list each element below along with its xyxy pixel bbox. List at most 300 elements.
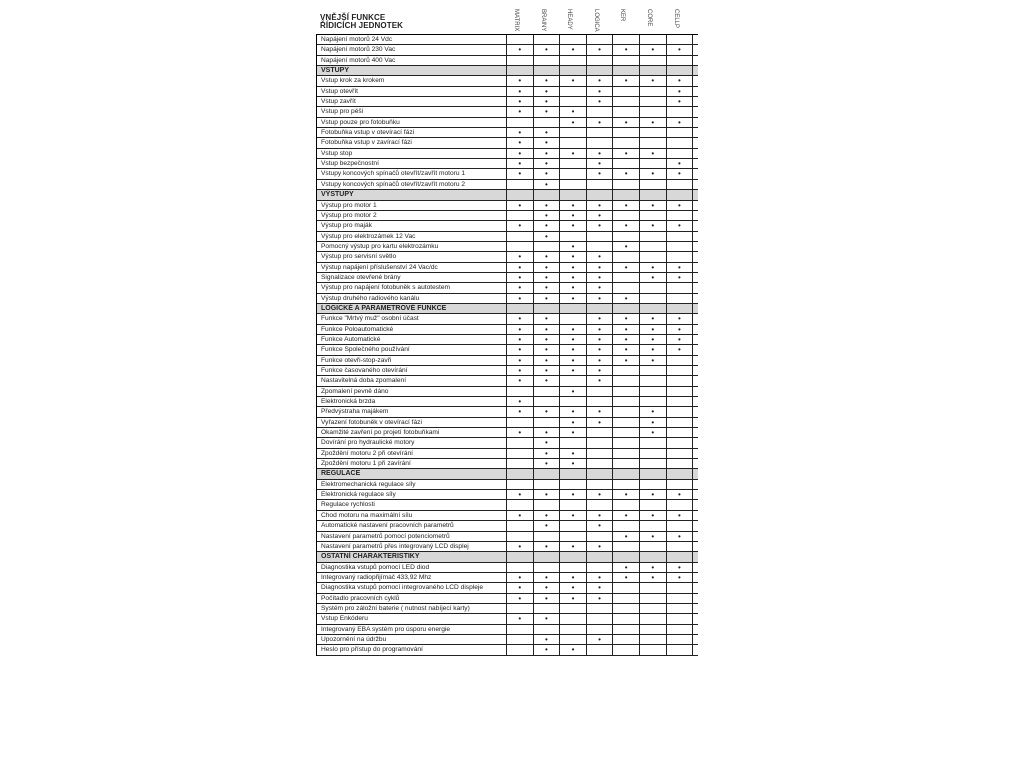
cell-brainy — [534, 500, 561, 509]
cell-logica — [587, 614, 614, 623]
cell-cellp — [667, 294, 694, 303]
cell-core — [640, 66, 667, 75]
check-dot-heady: • — [560, 325, 587, 334]
cell-core — [640, 449, 667, 458]
cell-logica — [587, 625, 614, 634]
feature-label: Okamžité zavření po projetí fotobuňkami — [317, 428, 507, 437]
check-dot-heady: • — [560, 149, 587, 158]
feature-label: Vyřazení fotobuněk v otevírací fázi — [317, 418, 507, 427]
table-row — [317, 35, 698, 45]
cell-heady — [560, 97, 587, 106]
cell-ker — [613, 56, 640, 65]
table-row — [317, 397, 698, 407]
check-dot-cellp: • — [667, 87, 694, 96]
check-dot-core: • — [640, 201, 667, 210]
check-dot-cellp: • — [667, 573, 694, 582]
check-dot-brainy: • — [534, 645, 561, 654]
cell-ker — [613, 397, 640, 406]
cell-core — [640, 366, 667, 375]
check-dot-heady: • — [560, 490, 587, 499]
cell-ker — [613, 542, 640, 551]
table-row — [317, 345, 698, 355]
check-dot-brainy: • — [534, 76, 561, 85]
cell-matrix — [507, 242, 534, 251]
check-dot-core: • — [640, 169, 667, 178]
section-header-row — [317, 552, 698, 562]
cell-core — [640, 614, 667, 623]
table-row — [317, 294, 698, 304]
cell-heady — [560, 128, 587, 137]
check-dot-logica: • — [587, 407, 614, 416]
check-dot-core: • — [640, 221, 667, 230]
cell-core — [640, 242, 667, 251]
check-dot-cellp: • — [667, 45, 694, 54]
cell-brainy — [534, 242, 561, 251]
table-row — [317, 242, 698, 252]
check-dot-ker: • — [613, 169, 640, 178]
cell-ker — [613, 35, 640, 44]
table-row — [317, 97, 698, 107]
check-dot-core: • — [640, 511, 667, 520]
cell-logica — [587, 480, 614, 489]
check-dot-heady: • — [560, 263, 587, 272]
cell-ker — [613, 645, 640, 654]
cell-core — [640, 87, 667, 96]
cell-brainy — [534, 563, 561, 572]
cell-logica — [587, 232, 614, 241]
check-dot-brainy: • — [534, 583, 561, 592]
cell-cellp — [667, 138, 694, 147]
cell-cellp — [667, 387, 694, 396]
column-header-core: CORE — [646, 9, 652, 27]
cell-cellp — [667, 190, 694, 199]
cell-brainy — [534, 469, 561, 478]
check-dot-heady: • — [560, 118, 587, 127]
cell-matrix — [507, 459, 534, 468]
check-dot-ker: • — [613, 76, 640, 85]
cell-core — [640, 459, 667, 468]
cell-heady — [560, 469, 587, 478]
table-row — [317, 625, 698, 635]
cell-brainy — [534, 552, 561, 561]
feature-label: Zpoždění motoru 1 při zavírání — [317, 459, 507, 468]
table-header — [316, 6, 698, 34]
check-dot-cellp: • — [667, 263, 694, 272]
cell-matrix — [507, 469, 534, 478]
cell-matrix — [507, 418, 534, 427]
check-dot-ker: • — [613, 335, 640, 344]
check-dot-matrix: • — [507, 356, 534, 365]
section-header-row — [317, 66, 698, 76]
cell-matrix — [507, 604, 534, 613]
cell-matrix — [507, 304, 534, 313]
feature-label: Elektromechanická regulace síly — [317, 480, 507, 489]
check-dot-matrix: • — [507, 45, 534, 54]
cell-ker — [613, 449, 640, 458]
cell-ker — [613, 190, 640, 199]
check-dot-brainy: • — [534, 263, 561, 272]
cell-cellp — [667, 500, 694, 509]
check-dot-brainy: • — [534, 325, 561, 334]
cell-brainy — [534, 66, 561, 75]
cell-ker — [613, 66, 640, 75]
cell-matrix — [507, 532, 534, 541]
cell-ker — [613, 552, 640, 561]
check-dot-heady: • — [560, 407, 587, 416]
cell-heady — [560, 169, 587, 178]
cell-matrix — [507, 438, 534, 447]
check-dot-logica: • — [587, 325, 614, 334]
cell-cellp — [667, 438, 694, 447]
feature-label: Zpomalení pevně dáno — [317, 387, 507, 396]
cell-brainy — [534, 418, 561, 427]
check-dot-matrix: • — [507, 542, 534, 551]
column-header-brainy: BRAINY — [539, 9, 546, 32]
cell-heady — [560, 532, 587, 541]
cell-heady — [560, 500, 587, 509]
table-row — [317, 376, 698, 386]
cell-cellp — [667, 449, 694, 458]
check-dot-matrix: • — [507, 252, 534, 261]
table-row — [317, 356, 698, 366]
cell-brainy — [534, 397, 561, 406]
table-row — [317, 449, 698, 459]
check-dot-matrix: • — [507, 107, 534, 116]
cell-ker — [613, 614, 640, 623]
cell-matrix — [507, 645, 534, 654]
cell-cellp — [667, 469, 694, 478]
cell-ker — [613, 459, 640, 468]
table-row — [317, 107, 698, 117]
check-dot-matrix: • — [507, 263, 534, 272]
cell-heady — [560, 480, 587, 489]
check-dot-brainy: • — [534, 573, 561, 582]
cell-matrix — [507, 635, 534, 644]
feature-label: Dovírání pro hydraulické motory — [317, 438, 507, 447]
section-header-row — [317, 469, 698, 479]
cell-matrix — [507, 35, 534, 44]
cell-logica — [587, 645, 614, 654]
check-dot-cellp: • — [667, 201, 694, 210]
feature-label: Napájení motorů 230 Vac — [317, 45, 507, 54]
check-dot-brainy: • — [534, 459, 561, 468]
cell-heady — [560, 66, 587, 75]
check-dot-logica: • — [587, 252, 614, 261]
check-dot-ker: • — [613, 263, 640, 272]
cell-ker — [613, 107, 640, 116]
cell-ker — [613, 304, 640, 313]
check-dot-matrix: • — [507, 97, 534, 106]
check-dot-heady: • — [560, 345, 587, 354]
check-dot-logica: • — [587, 76, 614, 85]
check-dot-matrix: • — [507, 138, 534, 147]
cell-ker — [613, 252, 640, 261]
cell-heady — [560, 604, 587, 613]
cell-cellp — [667, 356, 694, 365]
check-dot-logica: • — [587, 294, 614, 303]
cell-logica — [587, 66, 614, 75]
cell-cellp — [667, 242, 694, 251]
check-dot-cellp: • — [667, 511, 694, 520]
cell-ker — [613, 480, 640, 489]
cell-logica — [587, 190, 614, 199]
cell-ker — [613, 594, 640, 603]
cell-brainy — [534, 190, 561, 199]
section-title: LOGICKÉ A PARAMETROVÉ FUNKCE — [317, 304, 507, 313]
cell-logica — [587, 56, 614, 65]
cell-matrix — [507, 563, 534, 572]
feature-label: Funkce Automatické — [317, 335, 507, 344]
cell-cellp — [667, 149, 694, 158]
feature-label: Vstup Enkóderu — [317, 614, 507, 623]
check-dot-ker: • — [613, 221, 640, 230]
cell-core — [640, 138, 667, 147]
table-row — [317, 221, 698, 231]
title-line-2: ŘÍDICÍCH JEDNOTEK — [320, 21, 404, 30]
check-dot-logica: • — [587, 201, 614, 210]
table-row — [317, 201, 698, 211]
check-dot-brainy: • — [534, 180, 561, 189]
cell-ker — [613, 418, 640, 427]
check-dot-brainy: • — [534, 128, 561, 137]
cell-logica — [587, 459, 614, 468]
feature-label: Diagnostika vstupů pomocí integrovaného LCD displeje — [317, 583, 507, 592]
cell-core — [640, 645, 667, 654]
cell-ker — [613, 180, 640, 189]
cell-core — [640, 190, 667, 199]
feature-label: Elektronická brzda — [317, 397, 507, 406]
cell-logica — [587, 387, 614, 396]
check-dot-ker: • — [613, 511, 640, 520]
cell-ker — [613, 128, 640, 137]
cell-logica — [587, 500, 614, 509]
check-dot-matrix: • — [507, 366, 534, 375]
check-dot-brainy: • — [534, 149, 561, 158]
cell-heady — [560, 625, 587, 634]
cell-core — [640, 35, 667, 44]
check-dot-brainy: • — [534, 614, 561, 623]
check-dot-cellp: • — [667, 563, 694, 572]
cell-ker — [613, 407, 640, 416]
section-title: REGULACE — [317, 469, 507, 478]
cell-heady — [560, 190, 587, 199]
cell-ker — [613, 366, 640, 375]
check-dot-heady: • — [560, 387, 587, 396]
feature-label: Upozornění na údržbu — [317, 635, 507, 644]
check-dot-brainy: • — [534, 345, 561, 354]
feature-label: Vstup pro pěší — [317, 107, 507, 116]
check-dot-brainy: • — [534, 594, 561, 603]
cell-cellp — [667, 428, 694, 437]
table-row — [317, 438, 698, 448]
table-row — [317, 252, 698, 262]
check-dot-core: • — [640, 118, 667, 127]
check-dot-logica: • — [587, 583, 614, 592]
check-dot-logica: • — [587, 511, 614, 520]
cell-cellp — [667, 459, 694, 468]
cell-ker — [613, 469, 640, 478]
cell-brainy — [534, 35, 561, 44]
cell-matrix — [507, 56, 534, 65]
cell-ker — [613, 159, 640, 168]
check-dot-core: • — [640, 573, 667, 582]
cell-ker — [613, 273, 640, 282]
check-dot-brainy: • — [534, 159, 561, 168]
cell-cellp — [667, 252, 694, 261]
cell-matrix — [507, 625, 534, 634]
cell-ker — [613, 138, 640, 147]
table-row — [317, 45, 698, 55]
cell-core — [640, 500, 667, 509]
column-header-heady: HEADY — [566, 9, 573, 30]
check-dot-brainy: • — [534, 211, 561, 220]
cell-heady — [560, 314, 587, 323]
column-header-matrix: MATRIX — [513, 9, 519, 32]
cell-brainy — [534, 118, 561, 127]
check-dot-brainy: • — [534, 232, 561, 241]
check-dot-ker: • — [613, 345, 640, 354]
table-row — [317, 490, 698, 500]
cell-matrix — [507, 521, 534, 530]
cell-heady — [560, 376, 587, 385]
check-dot-logica: • — [587, 45, 614, 54]
cell-core — [640, 625, 667, 634]
check-dot-matrix: • — [507, 221, 534, 230]
check-dot-heady: • — [560, 45, 587, 54]
check-dot-heady: • — [560, 273, 587, 282]
table-row — [317, 407, 698, 417]
check-dot-matrix: • — [507, 407, 534, 416]
check-dot-logica: • — [587, 376, 614, 385]
check-dot-brainy: • — [534, 138, 561, 147]
feature-label: Automatické nastavení pracovních parametrů — [317, 521, 507, 530]
cell-heady — [560, 552, 587, 561]
feature-label: Vstupy koncových spínačů otevřít/zavřít motoru 2 — [317, 180, 507, 189]
check-dot-heady: • — [560, 252, 587, 261]
cell-brainy — [534, 532, 561, 541]
cell-cellp — [667, 211, 694, 220]
check-dot-logica: • — [587, 573, 614, 582]
check-dot-matrix: • — [507, 490, 534, 499]
feature-label: Výstup pro motor 1 — [317, 201, 507, 210]
check-dot-cellp: • — [667, 532, 694, 541]
check-dot-matrix: • — [507, 314, 534, 323]
cell-brainy — [534, 304, 561, 313]
check-dot-heady: • — [560, 356, 587, 365]
cell-core — [640, 397, 667, 406]
check-dot-cellp: • — [667, 314, 694, 323]
table-row — [317, 325, 698, 335]
cell-heady — [560, 521, 587, 530]
check-dot-logica: • — [587, 221, 614, 230]
table-row — [317, 232, 698, 242]
cell-cellp — [667, 66, 694, 75]
check-dot-ker: • — [613, 149, 640, 158]
feature-label: Počítadlo pracovních cyklů — [317, 594, 507, 603]
check-dot-core: • — [640, 490, 667, 499]
cell-ker — [613, 604, 640, 613]
check-dot-core: • — [640, 532, 667, 541]
feature-label: Výstup pro maják — [317, 221, 507, 230]
feature-label: Diagnostika vstupů pomocí LED diod — [317, 563, 507, 572]
table-row — [317, 87, 698, 97]
check-dot-matrix: • — [507, 594, 534, 603]
check-dot-ker: • — [613, 532, 640, 541]
check-dot-heady: • — [560, 211, 587, 220]
cell-core — [640, 469, 667, 478]
section-title: VÝSTUPY — [317, 190, 507, 199]
feature-label: Signalizace otevřené brány — [317, 273, 507, 282]
cell-cellp — [667, 56, 694, 65]
feature-label: Vstup zavřít — [317, 97, 507, 106]
check-dot-logica: • — [587, 314, 614, 323]
check-dot-brainy: • — [534, 542, 561, 551]
table-row — [317, 604, 698, 614]
check-dot-logica: • — [587, 263, 614, 272]
cell-core — [640, 480, 667, 489]
feature-table — [316, 34, 698, 656]
check-dot-brainy: • — [534, 97, 561, 106]
table-row — [317, 314, 698, 324]
check-dot-logica: • — [587, 211, 614, 220]
check-dot-ker: • — [613, 314, 640, 323]
check-dot-brainy: • — [534, 45, 561, 54]
check-dot-brainy: • — [534, 314, 561, 323]
cell-cellp — [667, 232, 694, 241]
cell-logica — [587, 107, 614, 116]
table-row — [317, 573, 698, 583]
feature-label: Integrovaný radiopřijímač 433,92 Mhz — [317, 573, 507, 582]
cell-core — [640, 604, 667, 613]
cell-cellp — [667, 635, 694, 644]
table-row — [317, 76, 698, 86]
check-dot-brainy: • — [534, 273, 561, 282]
check-dot-brainy: • — [534, 449, 561, 458]
feature-label: Výstup napájení příslušenství 24 Vac/dc — [317, 263, 507, 272]
cell-ker — [613, 428, 640, 437]
check-dot-brainy: • — [534, 283, 561, 292]
cell-matrix — [507, 449, 534, 458]
feature-label: Vstup bezpečnostní — [317, 159, 507, 168]
feature-label: Systém pro záložní baterie ( nutnost nabíjecí karty) — [317, 604, 507, 613]
table-row — [317, 169, 698, 179]
section-header-row — [317, 190, 698, 200]
feature-label: Vstup pouze pro fotobuňku — [317, 118, 507, 127]
check-dot-cellp: • — [667, 325, 694, 334]
cell-cellp — [667, 180, 694, 189]
cell-brainy — [534, 604, 561, 613]
check-dot-matrix: • — [507, 614, 534, 623]
check-dot-brainy: • — [534, 252, 561, 261]
cell-logica — [587, 469, 614, 478]
cell-core — [640, 542, 667, 551]
feature-label: Zpoždění motoru 2 při otevírání — [317, 449, 507, 458]
feature-comparison-sheet — [316, 6, 698, 656]
check-dot-matrix: • — [507, 294, 534, 303]
cell-matrix — [507, 190, 534, 199]
check-dot-logica: • — [587, 366, 614, 375]
check-dot-logica: • — [587, 521, 614, 530]
cell-logica — [587, 449, 614, 458]
table-row — [317, 387, 698, 397]
check-dot-brainy: • — [534, 294, 561, 303]
feature-label: Výstup pro elektrozámek 12 Vac — [317, 232, 507, 241]
check-dot-brainy: • — [534, 201, 561, 210]
column-header-cellp: CELLP — [672, 9, 679, 29]
cell-ker — [613, 211, 640, 220]
column-header-logica: LOGICA — [592, 9, 599, 32]
cell-matrix — [507, 180, 534, 189]
